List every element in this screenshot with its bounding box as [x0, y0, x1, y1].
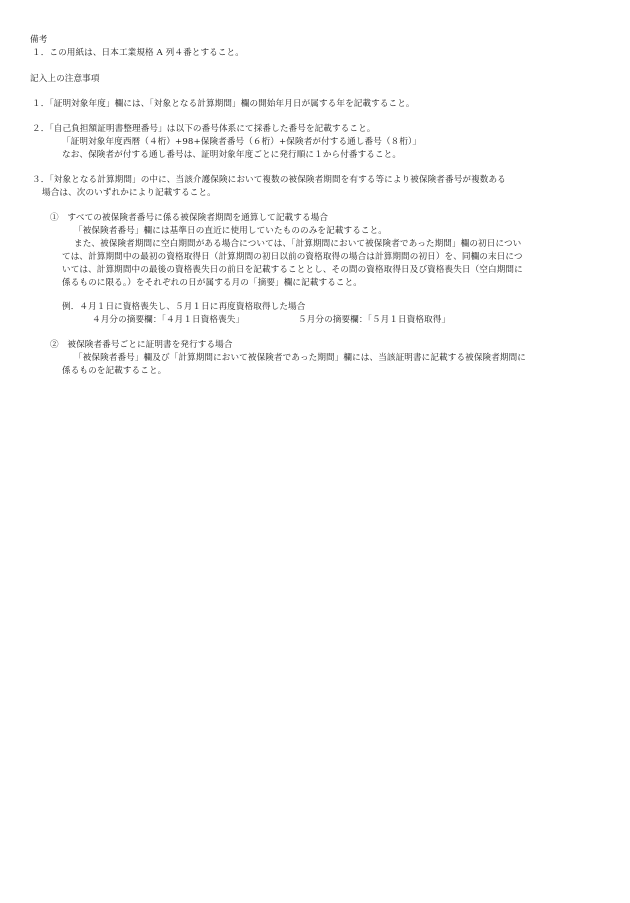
case-2-para-line-2: 係るものを記載すること。: [62, 366, 167, 376]
case-1-para-2-line-2: ては、計算期間中の最初の資格取得日（計算期間の初日以前の資格取得の場合は計算期間の初日）を、同欄の末日につ: [62, 252, 523, 262]
notes-heading: 記入上の注意事項: [30, 74, 100, 84]
note-2-note: なお、保険者が付する通し番号は、証明対象年度ごとに発行順に１から付番すること。: [62, 150, 402, 160]
note-3-line-2: 場合は、次のいずれかにより記載すること。: [42, 188, 216, 198]
example-line: 例．４月１日に資格喪失し、５月１日に再度資格取得した場合: [62, 302, 306, 312]
remarks-heading: 備考: [30, 35, 48, 45]
case-1-title: ① すべての被保険者番号に係る被保険者期間を通算して記載する場合: [50, 213, 329, 223]
note-1: １．「証明対象年度」欄には、「対象となる計算期間」欄の開始年月日が属する年を記載すること。: [32, 99, 415, 109]
case-2-para-line-1: 「被保険者番号」欄及び「計算期間において被保険者であった期間」欄には、当該証明書に記載する被保険者期間に: [74, 353, 526, 363]
note-3-line-1: ３．「対象となる計算期間」の中に、当該介護保険において複数の被保険者期間を有する等により被保険者番号が複数ある: [32, 175, 506, 185]
case-1-para-2-line-4: 係るものに限る。）をそれぞれの日が属する月の「摘要」欄に記載すること。: [62, 278, 362, 288]
example-april: ４月分の摘要欄：「４月１日資格喪失」: [92, 315, 245, 325]
case-1-para-2-line-3: いては、計算期間中の最後の資格喪失日の前日を記載することとし、その間の資格取得日及び資格喪失日（空白期間に: [62, 265, 523, 275]
case-1-para-2-line-1: また、被保険者期間に空白期間がある場合については、「計算期間において被保険者であった期間」欄の初日につい: [74, 239, 522, 249]
note-2-formula: 「証明対象年度西暦（４桁）+98+保険者番号（６桁）+保険者が付する通し番号（８桁）」: [62, 137, 422, 147]
remarks-item-1: １．この用紙は、日本工業規格 A 列４番とすること。: [32, 48, 244, 58]
case-2-title: ② 被保険者番号ごとに証明書を発行する場合: [50, 340, 233, 350]
example-may: ５月分の摘要欄：「５月１日資格取得」: [298, 315, 451, 325]
case-1-para-1: 「被保険者番号」欄には基準日の直近に使用していたもののみを記載すること。: [74, 226, 387, 236]
note-2-intro: ２．「自己負担額証明書整理番号」は以下の番号体系にて採番した番号を記載すること。: [32, 124, 376, 134]
